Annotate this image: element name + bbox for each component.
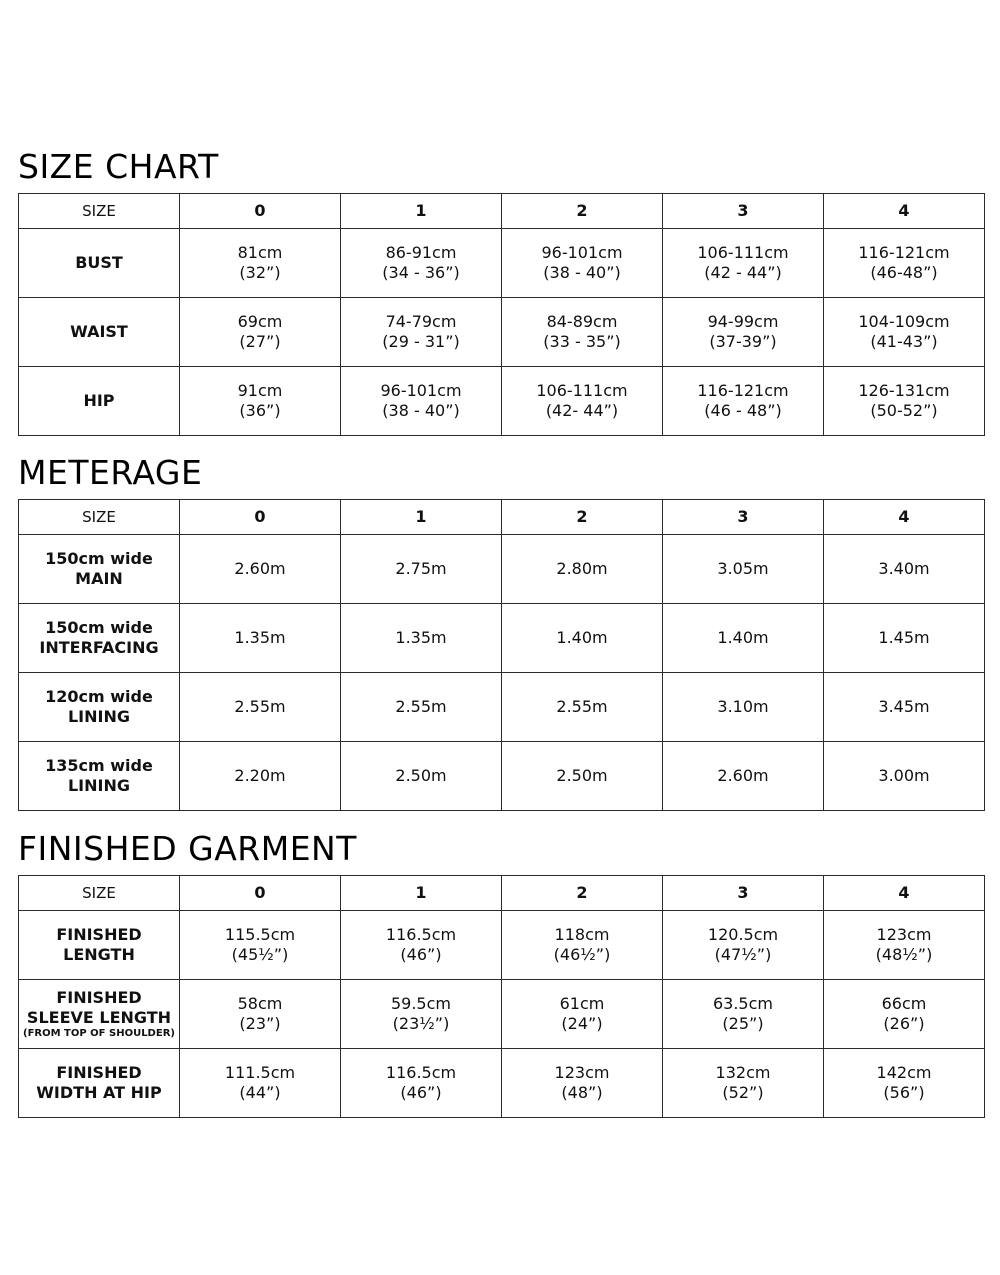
table-cell	[180, 911, 341, 980]
cell-value: 3.00m	[878, 766, 930, 785]
table-cell	[341, 604, 502, 673]
row-header-line: HIP	[83, 391, 115, 410]
cell-value: 111.5cm	[224, 1063, 296, 1082]
table-row	[19, 1049, 985, 1118]
cell-value: 2.80m	[556, 559, 608, 578]
cell-value: (48½”)	[875, 945, 933, 964]
cell-value: (38 - 40”)	[543, 263, 621, 282]
cell-value: 84-89cm	[546, 312, 618, 331]
cell-value: 116.5cm	[385, 925, 457, 944]
cell-value: (33 - 35”)	[543, 332, 621, 351]
table-cell	[824, 980, 985, 1049]
row-header-line: SLEEVE LENGTH	[26, 1008, 172, 1027]
table-cell	[502, 229, 663, 298]
table-cell	[663, 229, 824, 298]
table-cell	[341, 911, 502, 980]
row-header	[19, 367, 180, 436]
table-cell	[663, 298, 824, 367]
cell-value: 116.5cm	[385, 1063, 457, 1082]
row-header-line: LINING	[67, 776, 130, 795]
cell-value: 116-121cm	[858, 243, 950, 262]
cell-value: (23”)	[239, 1014, 281, 1033]
row-header	[19, 911, 180, 980]
size-1-column-header: 1	[341, 500, 502, 535]
table-cell	[502, 298, 663, 367]
cell-value: 3.45m	[878, 697, 930, 716]
table-cell	[341, 535, 502, 604]
row-header-note: (FROM TOP OF SHOULDER)	[23, 1028, 175, 1039]
cell-value: (32”)	[239, 263, 281, 282]
cell-value: 126-131cm	[858, 381, 950, 400]
table-row	[19, 367, 985, 436]
size-1-column-header: 1	[341, 194, 502, 229]
row-header	[19, 604, 180, 673]
cell-value: 132cm	[715, 1063, 771, 1082]
cell-value: 3.40m	[878, 559, 930, 578]
row-header-line: 135cm wide	[45, 756, 153, 775]
table-row	[19, 604, 985, 673]
cell-value: (56”)	[883, 1083, 925, 1102]
table-cell	[341, 229, 502, 298]
finished-garment-table	[18, 875, 985, 1118]
cell-value: (41-43”)	[870, 332, 938, 351]
cell-value: (46”)	[400, 945, 442, 964]
table-cell	[180, 298, 341, 367]
cell-value: 2.60m	[717, 766, 769, 785]
table-cell	[824, 367, 985, 436]
cell-value: (46½”)	[553, 945, 611, 964]
size-1-column-header: 1	[341, 876, 502, 911]
row-header-line: MAIN	[75, 569, 123, 588]
cell-value: (38 - 40”)	[382, 401, 460, 420]
cell-value: (34 - 36”)	[382, 263, 460, 282]
table-cell	[824, 229, 985, 298]
meterage-title: METERAGE	[18, 453, 203, 492]
cell-value: 66cm	[881, 994, 927, 1013]
cell-value: (26”)	[883, 1014, 925, 1033]
cell-value: 2.60m	[234, 559, 286, 578]
cell-value: (44”)	[239, 1083, 281, 1102]
cell-value: (48”)	[561, 1083, 603, 1102]
finished-garment-header-row	[19, 876, 985, 911]
table-cell	[824, 535, 985, 604]
cell-value: (42- 44”)	[545, 401, 619, 420]
table-cell	[663, 1049, 824, 1118]
cell-value: (29 - 31”)	[382, 332, 460, 351]
cell-value: 94-99cm	[707, 312, 779, 331]
cell-value: 81cm	[237, 243, 283, 262]
row-header-line: BUST	[75, 253, 123, 272]
size-4-column-header: 4	[824, 194, 985, 229]
cell-value: 2.55m	[556, 697, 608, 716]
table-cell	[341, 673, 502, 742]
size-3-column-header: 3	[663, 500, 824, 535]
cell-value: 2.55m	[395, 697, 447, 716]
cell-value: 1.35m	[234, 628, 286, 647]
table-cell	[180, 1049, 341, 1118]
table-cell	[824, 604, 985, 673]
row-header-line: INTERFACING	[39, 638, 159, 657]
table-cell	[824, 673, 985, 742]
cell-value: (42 - 44”)	[704, 263, 782, 282]
table-cell	[663, 742, 824, 811]
table-cell	[180, 367, 341, 436]
cell-value: (24”)	[561, 1014, 603, 1033]
cell-value: 115.5cm	[224, 925, 296, 944]
cell-value: 96-101cm	[380, 381, 462, 400]
cell-value: 1.45m	[878, 628, 930, 647]
table-row	[19, 535, 985, 604]
size-0-column-header: 0	[180, 876, 341, 911]
table-cell	[663, 367, 824, 436]
table-cell	[502, 673, 663, 742]
table-cell	[180, 673, 341, 742]
row-header-line: WIDTH AT HIP	[36, 1083, 162, 1102]
cell-value: 116-121cm	[697, 381, 789, 400]
cell-value: 142cm	[876, 1063, 932, 1082]
size-column-header: SIZE	[19, 500, 180, 535]
table-cell	[824, 742, 985, 811]
table-row	[19, 673, 985, 742]
table-row	[19, 742, 985, 811]
row-header-line: LINING	[67, 707, 130, 726]
cell-value: 2.75m	[395, 559, 447, 578]
cell-value: 3.05m	[717, 559, 769, 578]
cell-value: 1.35m	[395, 628, 447, 647]
table-cell	[341, 1049, 502, 1118]
table-cell	[502, 1049, 663, 1118]
table-cell	[502, 980, 663, 1049]
row-header-line: FINISHED	[56, 925, 142, 944]
row-header	[19, 742, 180, 811]
size-4-column-header: 4	[824, 500, 985, 535]
cell-value: 3.10m	[717, 697, 769, 716]
cell-value: (50-52”)	[870, 401, 938, 420]
table-cell	[180, 742, 341, 811]
table-cell	[663, 604, 824, 673]
cell-value: (52”)	[722, 1083, 764, 1102]
cell-value: 1.40m	[717, 628, 769, 647]
row-header-line: 120cm wide	[45, 687, 153, 706]
cell-value: 96-101cm	[541, 243, 623, 262]
table-cell	[824, 1049, 985, 1118]
size-2-column-header: 2	[502, 194, 663, 229]
cell-value: (25”)	[722, 1014, 764, 1033]
row-header-line: FINISHED	[56, 1063, 142, 1082]
cell-value: 106-111cm	[697, 243, 789, 262]
row-header-line: 150cm wide	[45, 549, 153, 568]
table-cell	[502, 911, 663, 980]
table-cell	[341, 742, 502, 811]
meterage-table	[18, 499, 985, 811]
size-2-column-header: 2	[502, 500, 663, 535]
table-row	[19, 229, 985, 298]
cell-value: 2.55m	[234, 697, 286, 716]
cell-value: (46-48”)	[870, 263, 938, 282]
row-header-line: LENGTH	[63, 945, 135, 964]
row-header	[19, 673, 180, 742]
table-cell	[824, 298, 985, 367]
table-cell	[180, 535, 341, 604]
cell-value: 59.5cm	[390, 994, 451, 1013]
cell-value: 58cm	[237, 994, 283, 1013]
table-cell	[180, 229, 341, 298]
row-header	[19, 535, 180, 604]
cell-value: (27”)	[239, 332, 281, 351]
table-row	[19, 298, 985, 367]
cell-value: (23½”)	[392, 1014, 450, 1033]
size-0-column-header: 0	[180, 194, 341, 229]
cell-value: 2.20m	[234, 766, 286, 785]
cell-value: (45½”)	[231, 945, 289, 964]
table-cell	[502, 742, 663, 811]
row-header-line: 150cm wide	[45, 618, 153, 637]
cell-value: 2.50m	[556, 766, 608, 785]
size-chart-table	[18, 193, 985, 436]
meterage-header-row	[19, 500, 985, 535]
cell-value: (36”)	[239, 401, 281, 420]
table-row	[19, 980, 985, 1049]
size-chart-title: SIZE CHART	[18, 147, 219, 186]
cell-value: (46”)	[400, 1083, 442, 1102]
row-header	[19, 1049, 180, 1118]
cell-value: 69cm	[237, 312, 283, 331]
table-cell	[341, 980, 502, 1049]
cell-value: 2.50m	[395, 766, 447, 785]
size-column-header: SIZE	[19, 194, 180, 229]
cell-value: (46 - 48”)	[704, 401, 782, 420]
table-cell	[341, 298, 502, 367]
cell-value: 1.40m	[556, 628, 608, 647]
cell-value: 106-111cm	[536, 381, 628, 400]
size-3-column-header: 3	[663, 194, 824, 229]
size-3-column-header: 3	[663, 876, 824, 911]
size-chart-header-row	[19, 194, 985, 229]
table-cell	[663, 535, 824, 604]
size-0-column-header: 0	[180, 500, 341, 535]
cell-value: 118cm	[554, 925, 610, 944]
table-cell	[502, 535, 663, 604]
cell-value: 74-79cm	[385, 312, 457, 331]
cell-value: 61cm	[559, 994, 605, 1013]
row-header-line: WAIST	[70, 322, 128, 341]
table-cell	[824, 911, 985, 980]
row-header	[19, 980, 180, 1049]
cell-value: 120.5cm	[707, 925, 779, 944]
finished-garment-title: FINISHED GARMENT	[18, 829, 357, 868]
cell-value: (37-39”)	[709, 332, 777, 351]
table-cell	[663, 911, 824, 980]
size-2-column-header: 2	[502, 876, 663, 911]
cell-value: 63.5cm	[712, 994, 773, 1013]
cell-value: 86-91cm	[385, 243, 457, 262]
size-4-column-header: 4	[824, 876, 985, 911]
cell-value: 123cm	[876, 925, 932, 944]
table-cell	[180, 980, 341, 1049]
cell-value: 91cm	[237, 381, 283, 400]
table-cell	[663, 673, 824, 742]
row-header	[19, 229, 180, 298]
table-cell	[180, 604, 341, 673]
row-header	[19, 298, 180, 367]
table-cell	[341, 367, 502, 436]
cell-value: 104-109cm	[858, 312, 950, 331]
cell-value: (47½”)	[714, 945, 772, 964]
row-header-line: FINISHED	[56, 988, 142, 1007]
table-row	[19, 911, 985, 980]
cell-value: 123cm	[554, 1063, 610, 1082]
table-cell	[502, 367, 663, 436]
size-column-header: SIZE	[19, 876, 180, 911]
table-cell	[502, 604, 663, 673]
table-cell	[663, 980, 824, 1049]
